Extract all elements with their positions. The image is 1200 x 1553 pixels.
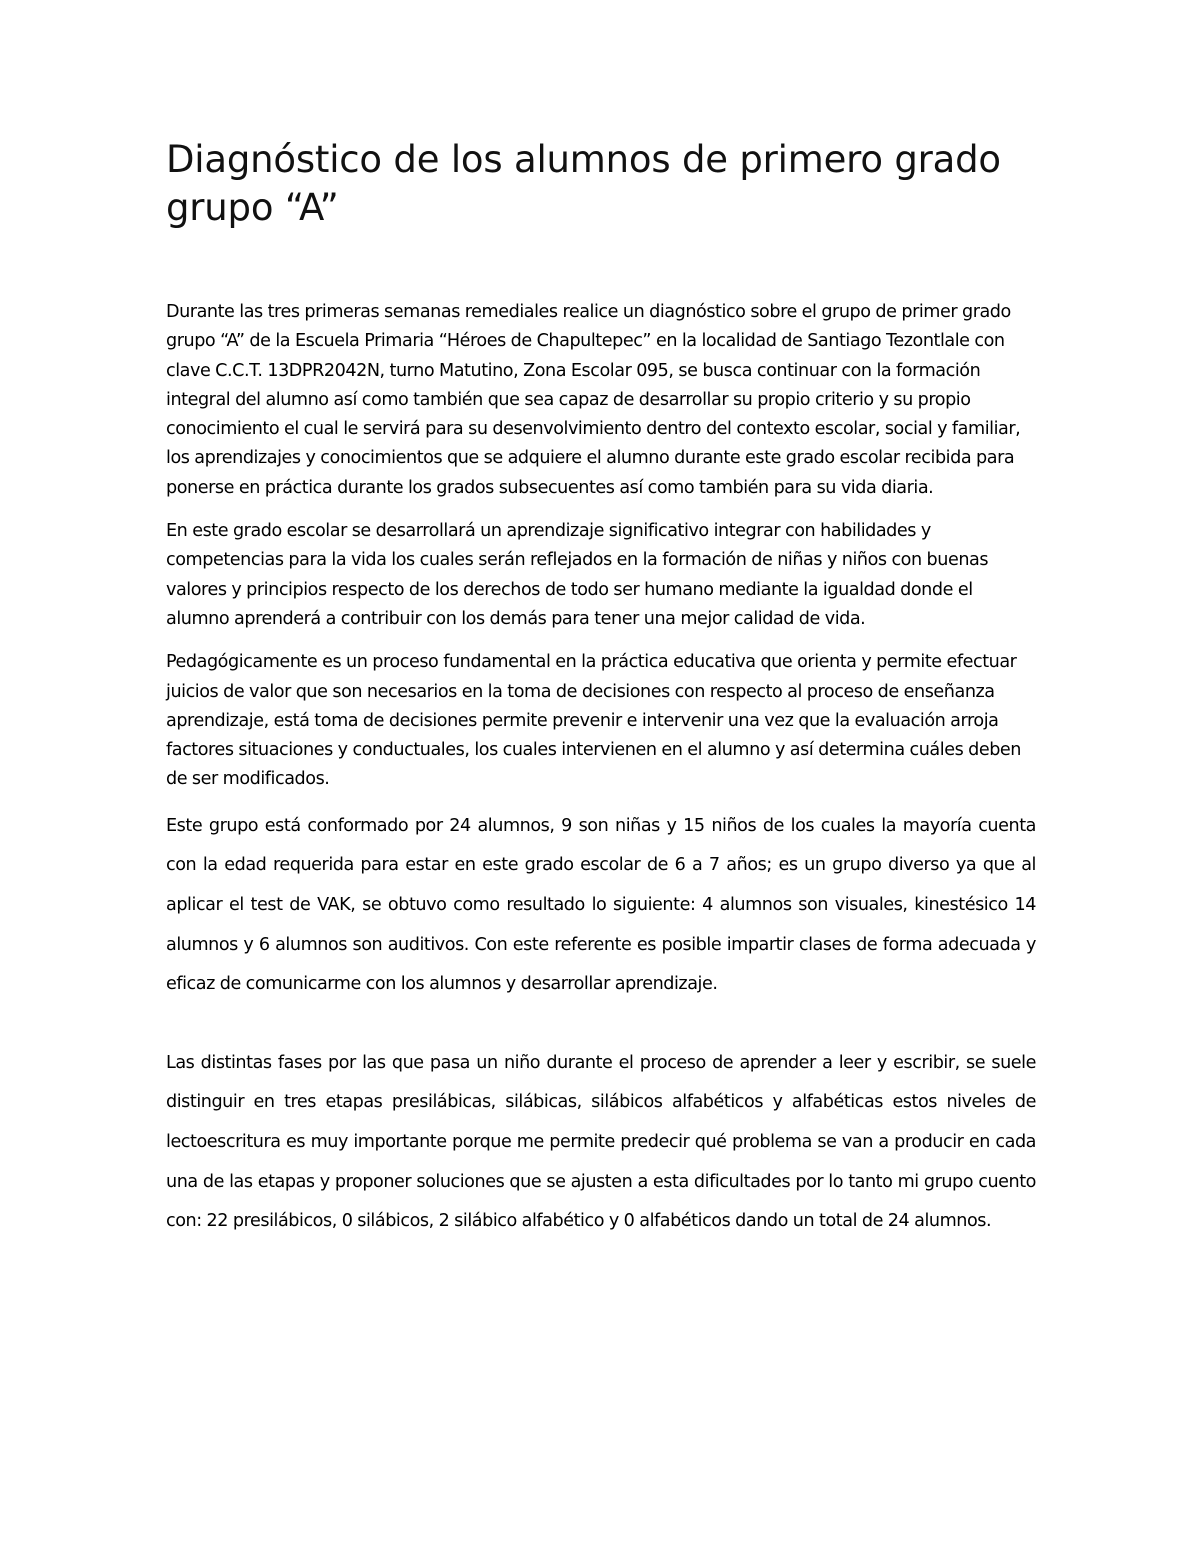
paragraph-pedagogia: Pedagógicamente es un proceso fundamental en la práctica educativa que orienta y permite efectuar juicios de valor que son necesarios en la toma de decisiones con respecto al proceso de enseñanza aprendizaje, está toma de decisiones permite prevenir e intervenir una vez que la evaluación arroja factores situaciones y conductuales, los cuales intervienen en el alumno y así determina cuáles deben de ser modificados. <box>166 652 1022 790</box>
document-title: Diagnóstico de los alumnos de primero grado grupo “A” <box>166 138 1001 229</box>
paragraph-conformacion-grupo: Este grupo está conformado por 24 alumnos, 9 son niñas y 15 niños de los cuales la mayoría cuenta con la edad requerida para estar en este grado escolar de 6 a 7 años; es un grupo diverso ya que al aplicar el test de VAK, se obtuvo como resultado lo siguiente: 4 alumnos son visuales, kinestésico 14 alumnos y 6 alumnos son auditivos. Con este referente es posible impartir clases de forma adecuada y eficaz de comunicarme con los alumnos y desarrollar aprendizaje. <box>166 815 1036 995</box>
paragraph-diagnostico-intro: Durante las tres primeras semanas remediales realice un diagnóstico sobre el grupo de primer grado grupo “A” de la Escuela Primaria “Héroes de Chapultepec” en la localidad de Santiago Tezontlale con clave C.C.T. 13DPR2042N, turno Matutino, Zona Escolar 095, se busca continuar con la formación integral del alumno así como también que sea capaz de desarrollar su propio criterio y su propio conocimiento el cual le servirá para su desenvolvimiento dentro del contexto escolar, social y familiar, los aprendizajes y conocimientos que se adquiere el alumno durante este grado escolar recibida para ponerse en práctica durante los grados subsecuentes así como también para su vida diaria. <box>166 302 1021 498</box>
paragraph-lectoescritura: Las distintas fases por las que pasa un niño durante el proceso de aprender a leer y escribir, se suele distinguir en tres etapas presilábicas, silábicas, silábicos alfabéticos y alfabéticas estos niveles de lectoescritura es muy importante porque me permite predecir qué problema se van a producir en cada una de las etapas y proponer soluciones que se ajusten a esta dificultades por lo tanto mi grupo cuento con: 22 presilábicos, 0 silábicos, 2 silábico alfabético y 0 alfabéticos dando un total de 24 alumnos. <box>166 1052 1036 1232</box>
paragraph-aprendizaje-significativo: En este grado escolar se desarrollará un aprendizaje significativo integrar con habilidades y competencias para la vida los cuales serán reflejados en la formación de niñas y niños con buenas valores y principios respecto de los derechos de todo ser humano mediante la igualdad donde el alumno aprenderá a contribuir con los demás para tener una mejor calidad de vida. <box>166 521 989 629</box>
